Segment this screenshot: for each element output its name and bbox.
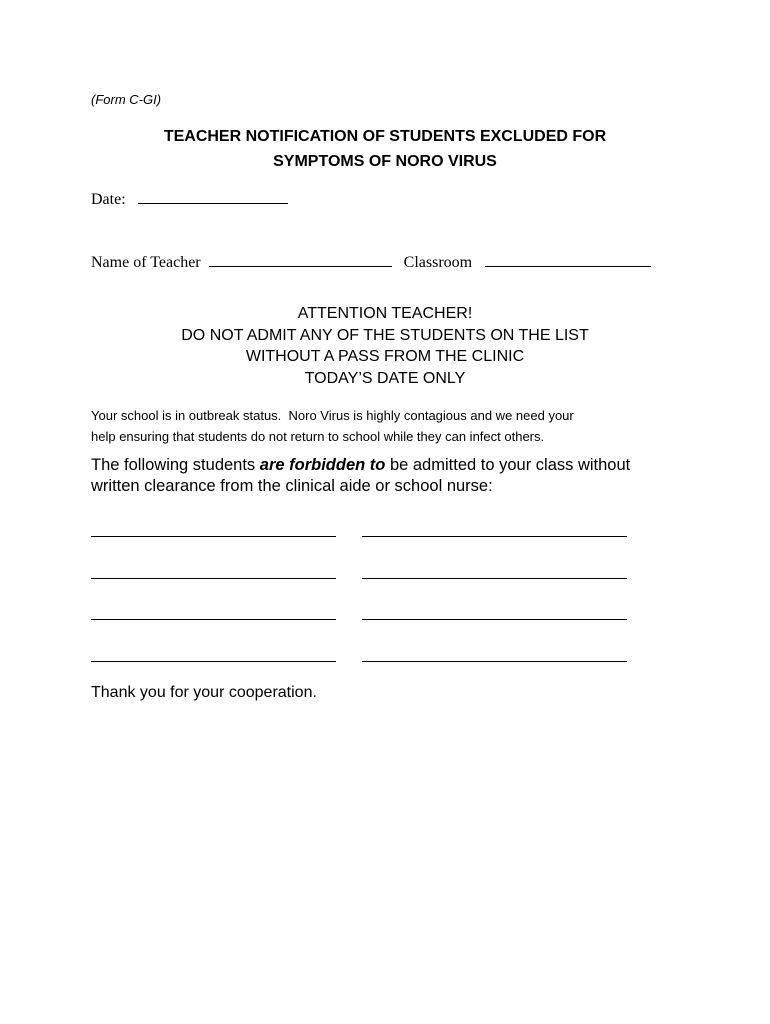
attention-line-3: WITHOUT A PASS FROM THE CLINIC — [245, 348, 525, 365]
student-name-line[interactable] — [362, 536, 627, 537]
classroom-field[interactable] — [485, 251, 651, 267]
outbreak-line-2: help ensuring that students do not return to school while they can infect others. — [91, 429, 545, 444]
date-field[interactable] — [138, 188, 288, 204]
forbidden-emphasis: are forbidden to — [259, 456, 386, 474]
date-row — [91, 188, 288, 209]
closing-text: Thank you for your cooperation. — [91, 684, 317, 701]
student-name-line[interactable] — [91, 661, 336, 662]
title-line-1: TEACHER NOTIFICATION OF STUDENTS EXCLUDED FOR — [163, 128, 607, 145]
form-code: (Form C-GI) — [91, 92, 162, 107]
forbidden-paragraph — [91, 455, 711, 497]
page-title — [0, 124, 770, 174]
teacher-label: Name of Teacher — [91, 254, 201, 271]
teacher-classroom-row — [91, 251, 651, 272]
student-name-line[interactable] — [91, 578, 336, 579]
attention-line-2: DO NOT ADMIT ANY OF THE STUDENTS ON THE LIST — [181, 326, 589, 344]
classroom-label: Classroom — [403, 254, 473, 271]
student-name-line[interactable] — [91, 536, 336, 537]
attention-line-1: ATTENTION TEACHER! — [297, 305, 473, 322]
forbidden-line-2: written clearance from the clinical aide or school nurse: — [91, 477, 493, 495]
student-name-line[interactable] — [362, 578, 627, 579]
forbidden-text-after: be admitted to your class without — [385, 456, 631, 474]
title-line-2: SYMPTOMS OF NORO VIRUS — [273, 153, 497, 170]
attention-notice — [0, 303, 770, 389]
outbreak-line-1: Your school is in outbreak status. Noro Virus is highly contagious and we need your — [91, 408, 574, 423]
student-name-line[interactable] — [362, 619, 627, 620]
outbreak-paragraph — [91, 405, 691, 447]
attention-line-4: TODAY’S DATE ONLY — [304, 369, 466, 387]
date-label: Date: — [91, 191, 126, 208]
forbidden-text-before: The following students — [91, 456, 260, 474]
student-name-line[interactable] — [91, 619, 336, 620]
forbidden-line-1 — [91, 455, 711, 476]
student-name-line[interactable] — [362, 661, 627, 662]
teacher-name-field[interactable] — [209, 251, 392, 267]
